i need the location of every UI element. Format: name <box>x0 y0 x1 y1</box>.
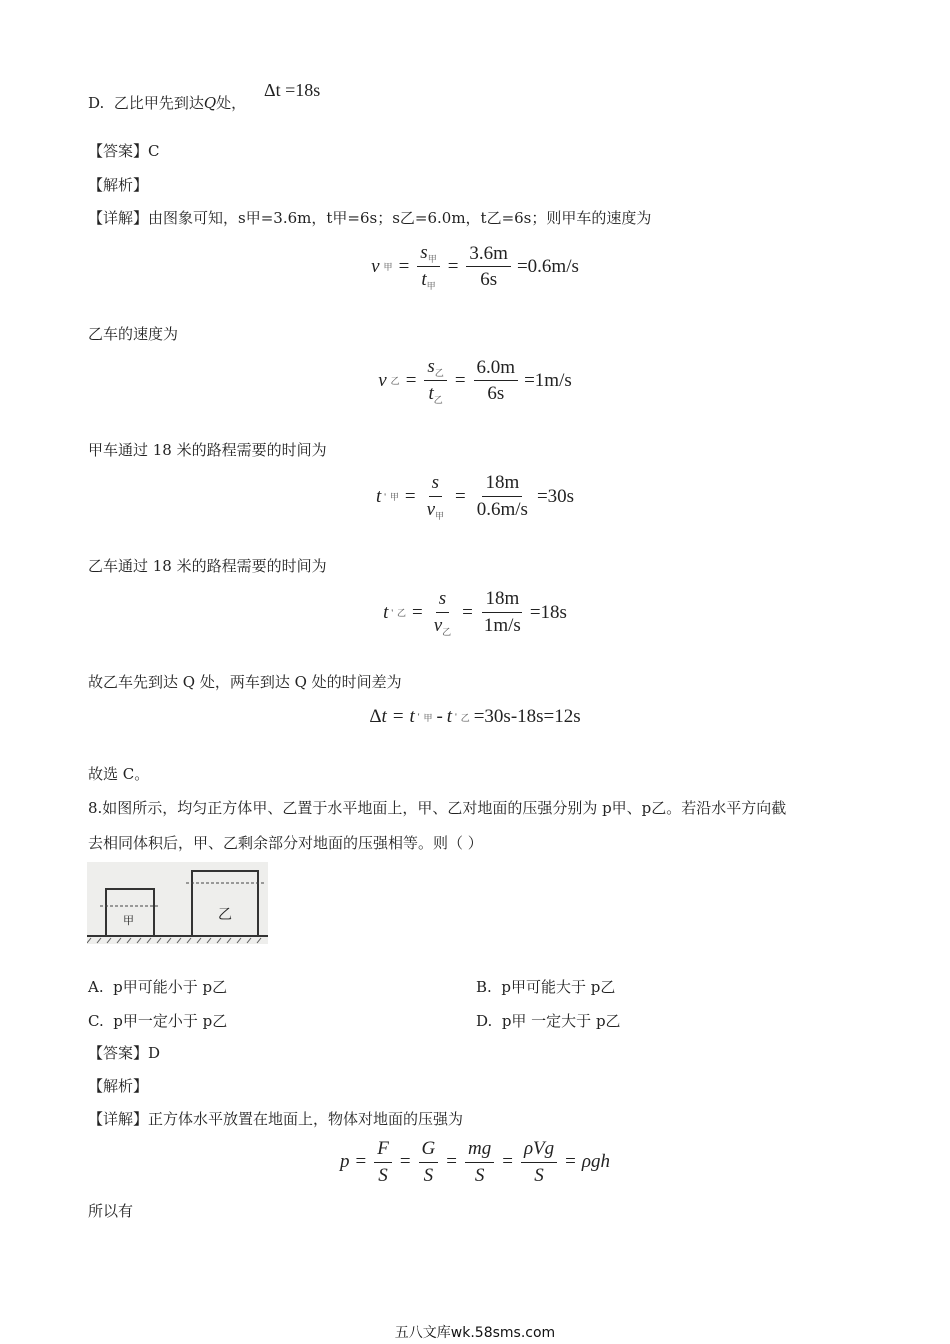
answer-prev: 【答案】C <box>88 142 160 160</box>
analysis-prev: 【解析】 <box>88 176 149 194</box>
footer-watermark: 五八文库wk.58sms.com <box>394 1325 556 1341</box>
text-choose: 故选 C。 <box>88 765 150 783</box>
text-yi-time: 乙车通过 18 米的路程需要的时间为 <box>88 557 327 575</box>
formula-jia-time: t ' 甲 = $\frac{s}{v_甲}$ = $\frac{18m}{0.6m/s}$ =30s <box>375 472 575 521</box>
cubes-figure <box>87 862 268 944</box>
formula-pressure: p = $\frac{F}{S}$ = $\frac{G}{S}$ = $\frac{mg}{S}$ = $\frac{\text{ρVg}}{S}$ = ρgh <box>339 1138 611 1186</box>
option-c[interactable]: C. p甲一定小于 p乙 <box>88 1012 228 1030</box>
question8-line2: 去相同体积后，甲、乙剩余部分对地面的压强相等。则（ ） <box>88 834 483 852</box>
text-jia-time: 甲车通过 18 米的路程需要的时间为 <box>88 441 327 459</box>
detail8: 【详解】正方体水平放置在地面上，物体对地面的压强为 <box>88 1110 464 1128</box>
cube-jia-label: 甲 <box>123 914 134 927</box>
question8-line1: 8.如图所示，均匀正方体甲、乙置于水平地面上，甲、乙对地面的压强分别为 p甲、p乙。若沿水平方向截 <box>88 799 787 817</box>
text-so: 所以有 <box>88 1202 134 1220</box>
option-d-formula: Δt =18s <box>264 80 321 100</box>
option-d[interactable]: D. p甲 一定大于 p乙 <box>476 1012 621 1030</box>
cubes-diagram <box>87 862 268 944</box>
formula-yi-time: t ' 乙 = $\frac{s}{v_乙}$ = $\frac{18m}{1m/s}$ =18s <box>383 588 567 637</box>
formula-yi-speed: v 乙 = $\frac{s_乙}{t_乙}$ = $\frac{6.0m}{6s}$ =1m/s <box>378 356 572 406</box>
option-a[interactable]: A. p甲可能小于 p乙 <box>88 978 228 996</box>
analysis8: 【解析】 <box>88 1077 149 1095</box>
text-conclusion: 故乙车先到达 Q 处，两车到达 Q 处的时间差为 <box>88 673 402 691</box>
text-yi-speed: 乙车的速度为 <box>88 325 179 343</box>
formula-time-diff: Δt = t ' 甲 - t ' 乙 =30s-18s=12s <box>369 706 581 727</box>
formula-jia-speed: v 甲 = $\frac{s_甲}{t_甲}$ = $\frac{3.6m}{6s}$ =0.6m/s <box>371 242 579 292</box>
cube-yi-label: 乙 <box>218 907 232 923</box>
option-d-prev: D. 乙比甲先到达Q处， <box>88 94 247 112</box>
detail-prev: 【详解】由图象可知，s甲=3.6m，t甲=6s；s乙=6.0m，t乙=6s；则甲车的速度为 <box>88 209 652 227</box>
answer8: 【答案】D <box>88 1044 161 1062</box>
option-b[interactable]: B. p甲可能大于 p乙 <box>476 978 616 996</box>
